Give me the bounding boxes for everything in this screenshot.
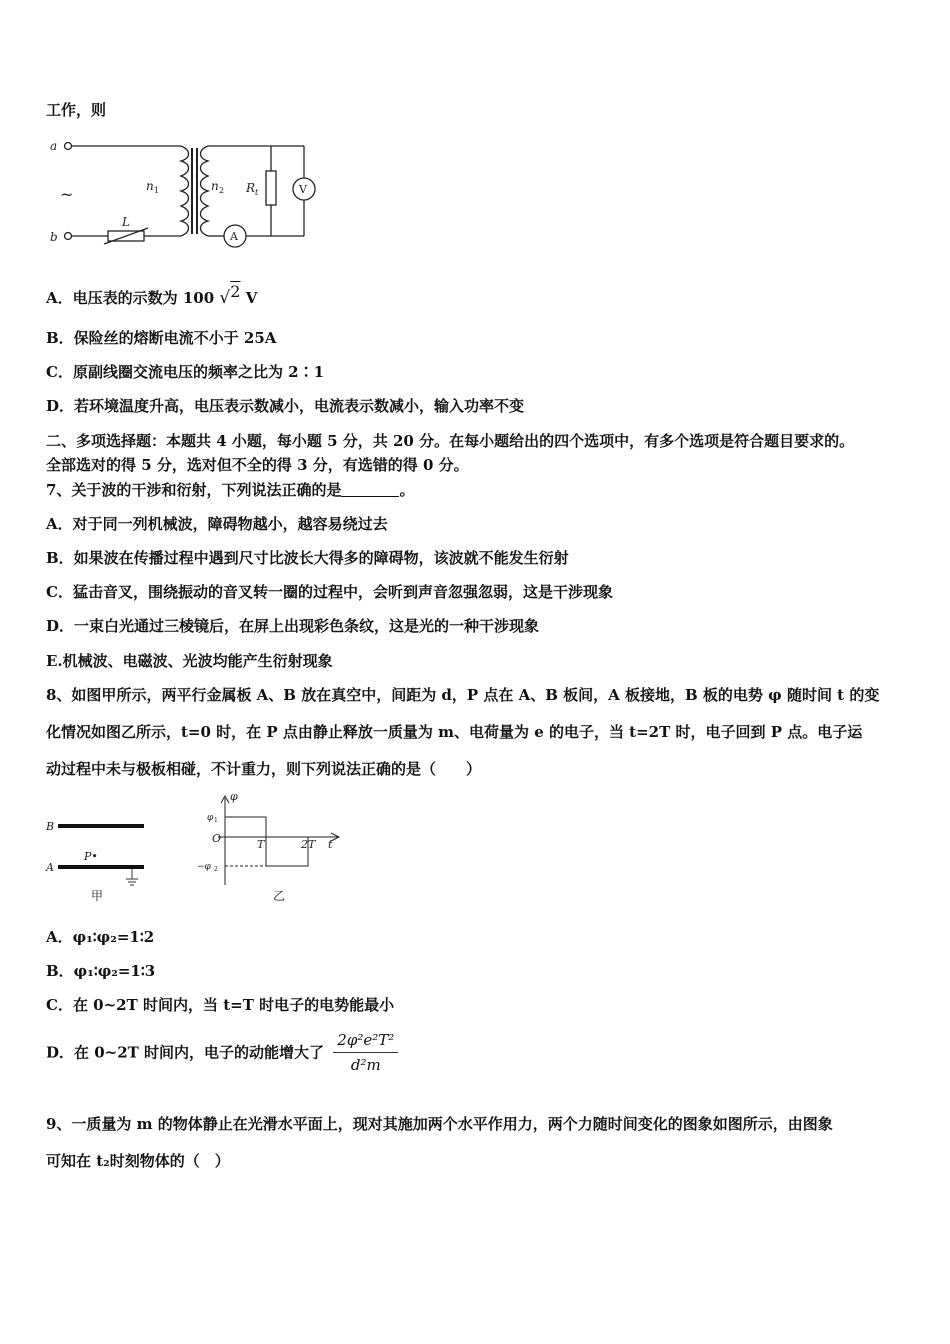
q8-option-b: B．φ₁∶φ₂=1∶3 xyxy=(46,962,156,980)
q8-stem-line2: 化情况如图乙所示，t=0 时，在 P 点由静止释放一质量为 m、电荷量为 e 的电子，当 t=2T 时，电子回到 P 点。电子运 xyxy=(46,723,863,741)
intro-text: 工作，则 xyxy=(46,101,107,119)
label-b: b xyxy=(50,230,58,244)
section2-instructions-line2: 全部选对的得 5 分，选对但不全的得 3 分，有选错的得 0 分。 xyxy=(46,456,469,474)
ammeter-label: A xyxy=(230,230,238,243)
label-phi1: φ xyxy=(207,813,214,823)
q8-option-d: D．在 0~2T 时间内，电子的动能增大了 $\frac{\text{2φ²e²T²}}{\text{d²m}}$ xyxy=(46,1030,920,1080)
q7-option-c: C．猛击音叉，围绕振动的音叉转一圈的过程中，会听到声音忽强忽弱，这是干涉现象 xyxy=(46,583,613,601)
label-Rt: R xyxy=(246,181,256,195)
section2-instructions-line1: 二、多项选择题：本题共 4 小题，每小题 5 分，共 20 分。在每小题给出的四个选项中，有多个选项是符合题目要求的。 xyxy=(46,432,855,450)
q6-option-b: B．保险丝的熔断电流不小于 25A xyxy=(46,329,277,347)
label-phi: φ xyxy=(230,790,238,803)
q6-option-c: C．原副线圈交流电压的频率之比为 2∶1 xyxy=(46,363,325,381)
caption-yi: 乙 xyxy=(273,889,286,903)
svg-text:1: 1 xyxy=(154,186,160,195)
caption-jia: 甲 xyxy=(91,889,104,903)
q8-option-c: C．在 0~2T 时间内，当 t=T 时电子的电势能最小 xyxy=(46,996,395,1014)
sqrt-symbol: √2 xyxy=(219,282,241,308)
q7-option-a: A．对于同一列机械波，障碍物越小，越容易绕过去 xyxy=(46,515,388,533)
ac-source-symbol: ~ xyxy=(60,185,74,204)
q7-option-e: E.机械波、电磁波、光波均能产生衍射现象 xyxy=(46,652,333,670)
phi1-segment xyxy=(225,817,266,837)
label-2T: 2T xyxy=(301,838,316,851)
label-point-P: P• xyxy=(84,850,98,863)
terminal-a xyxy=(65,143,72,150)
q7-option-b: B．如果波在传播过程中遇到尺寸比波长大得多的障碍物，该波就不能发生衍射 xyxy=(46,549,569,567)
q6-option-d: D．若环境温度升高，电压表示数减小，电流表示数减小，输入功率不变 xyxy=(46,397,525,415)
label-n2: n xyxy=(211,179,219,193)
svg-text:1: 1 xyxy=(214,817,218,824)
voltmeter-label: V xyxy=(299,183,307,196)
svg-text:t: t xyxy=(255,188,259,197)
label-T: T xyxy=(257,838,265,851)
label-L: L xyxy=(122,215,130,229)
svg-text:2: 2 xyxy=(219,186,225,195)
q9-stem-line1: 9、一质量为 m 的物体静止在光滑水平面上，现对其施加两个水平作用力，两个力随时间变化的图象如图所示，由图象 xyxy=(46,1115,833,1133)
q8-stem-line3: 动过程中未与极板相碰，不计重力，则下列说法正确的是（ ） xyxy=(46,760,482,778)
figure-yi-potential-graph xyxy=(190,790,350,906)
svg-text:2: 2 xyxy=(214,866,218,873)
label-plate-A: A xyxy=(46,861,54,874)
label-plate-B: B xyxy=(46,820,55,833)
q8-stem-line1: 8、如图甲所示，两平行金属板 A、B 放在真空中，间距为 d，P 点在 A、B 板间，A 板接地，B 板的电势 φ 随时间 t 的变 xyxy=(46,686,880,704)
figure-jia-plates xyxy=(44,812,154,904)
label-origin: O xyxy=(212,832,222,845)
q7-option-d: D．一束白光通过三棱镜后，在屏上出现彩色条纹，这是光的一种干涉现象 xyxy=(46,617,540,635)
label-a: a xyxy=(50,139,58,153)
q9-stem-line2: 可知在 t₂时刻物体的（ ） xyxy=(46,1152,230,1170)
ground-symbol xyxy=(126,869,138,885)
label-n1: n xyxy=(146,179,154,193)
primary-coil xyxy=(181,146,189,236)
answer-blank xyxy=(341,482,399,497)
transformer-circuit-diagram xyxy=(46,136,336,248)
q6-option-a: A．电压表的示数为 100 √2 V xyxy=(46,282,258,308)
label-t-axis: t xyxy=(328,838,333,851)
kinetic-energy-fraction: $\frac{\text{2φ²e²T²}}{\text{d²m}}$ xyxy=(333,1030,398,1075)
q8-option-a: A．φ₁∶φ₂=1∶2 xyxy=(46,928,155,946)
resistor-Rt xyxy=(266,171,276,205)
label-neg-phi2: −φ xyxy=(197,862,211,872)
terminal-b xyxy=(65,233,72,240)
q7-stem: 7、关于波的干涉和衍射，下列说法正确的是 。 xyxy=(46,481,415,499)
secondary-coil xyxy=(201,146,209,236)
